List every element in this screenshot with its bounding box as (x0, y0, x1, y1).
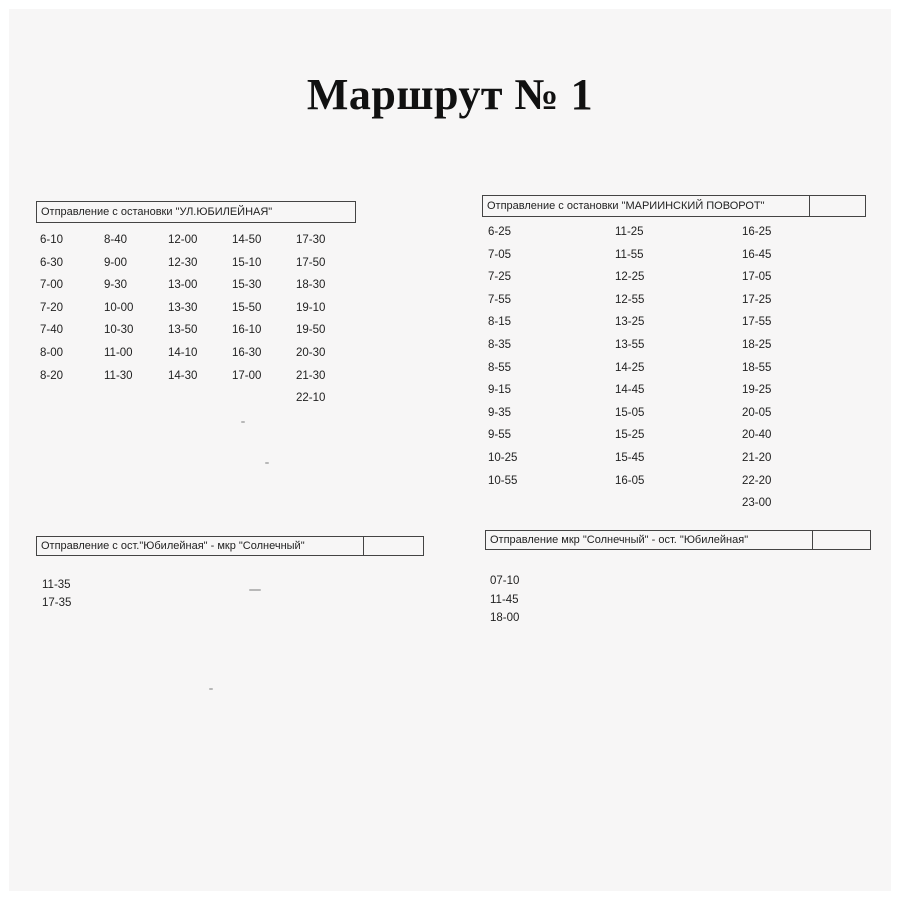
departure-time: 11-55 (615, 248, 644, 261)
departure-time: 14-25 (615, 361, 645, 374)
departure-time: 7-25 (488, 271, 512, 284)
departure-time: 17-50 (296, 256, 326, 269)
departure-time: 15-05 (615, 406, 645, 419)
departure-time: 10-25 (488, 451, 518, 464)
departure-time: 16-45 (742, 248, 772, 261)
departure-time: 8-35 (488, 338, 512, 351)
times-grid (36, 229, 360, 410)
departure-time: 7-55 (488, 293, 512, 306)
departure-time: 20-40 (742, 429, 772, 442)
departure-time: 11-25 (615, 226, 644, 238)
schedule-mariinsky-povorot (482, 195, 869, 515)
departure-time: 12-30 (168, 256, 198, 269)
schedule-page (9, 9, 891, 891)
schedule-solnechny-yubileynaya (485, 530, 871, 628)
page-title: Маршрут № 1 (306, 70, 594, 119)
time-column (488, 221, 615, 515)
departure-time: 18-00 (490, 612, 520, 624)
departure-time: 6-10 (40, 234, 64, 246)
departure-time: 6-25 (488, 226, 512, 238)
time-column (485, 572, 519, 628)
departure-time: 13-30 (168, 301, 198, 314)
departure-time: 13-50 (168, 324, 198, 337)
departure-time: 8-55 (488, 361, 512, 374)
departure-time: 13-25 (615, 316, 645, 329)
departure-time: 7-00 (40, 279, 64, 292)
departure-time: 8-15 (488, 316, 512, 329)
departure-time: 14-45 (615, 384, 645, 397)
departure-time: 14-30 (168, 369, 198, 382)
departure-time: 19-10 (296, 301, 326, 314)
scan-speck (241, 421, 245, 423)
schedule-ulitsa-yubileynaya (36, 201, 360, 410)
scan-speck (209, 688, 213, 690)
time-column (40, 229, 104, 410)
departure-time: 19-25 (742, 384, 772, 397)
departure-time: 7-05 (488, 248, 512, 261)
departure-time: 17-55 (742, 316, 772, 329)
header-empty-cell (812, 531, 870, 549)
departure-time: 10-55 (488, 474, 518, 487)
scan-speck (249, 589, 261, 591)
departure-time: 16-05 (615, 474, 645, 487)
departure-time: 21-30 (296, 369, 326, 382)
departure-time: 12-00 (168, 234, 198, 246)
departure-time: 8-20 (40, 369, 64, 382)
departure-time: 11-00 (104, 346, 133, 359)
departure-time: 9-55 (488, 429, 512, 442)
section-header (482, 195, 866, 217)
departure-time: 16-10 (232, 324, 262, 337)
departure-time: 20-30 (296, 346, 326, 359)
section-header-text: Отправление с остановки "УЛ.ЮБИЛЕЙНАЯ" (41, 206, 273, 218)
section-header-text: Отправление мкр "Солнечный" - ост. "Юбилейная" (490, 534, 749, 546)
departure-time: 07-10 (490, 575, 520, 587)
departure-time: 23-00 (742, 497, 772, 510)
time-column (615, 221, 742, 515)
departure-time: 18-55 (742, 361, 772, 374)
time-column (232, 229, 296, 410)
departure-time: 17-35 (42, 597, 72, 609)
section-header (36, 536, 424, 556)
schedule-yubileynaya-solnechny (36, 536, 424, 612)
departure-time: 8-40 (104, 234, 128, 246)
departure-time: 14-50 (232, 234, 262, 246)
section-header-text: Отправление с ост."Юбилейная" - мкр "Солнечный" (41, 540, 305, 552)
section-header (485, 530, 871, 550)
departure-time: 20-05 (742, 406, 772, 419)
departure-time: 12-55 (615, 293, 645, 306)
departure-time: 18-30 (296, 279, 326, 292)
departure-time: 17-05 (742, 271, 772, 284)
departure-time: 15-50 (232, 301, 262, 314)
times-grid (485, 550, 871, 628)
times-grid (482, 221, 869, 515)
departure-time: 22-10 (296, 392, 326, 405)
departure-time: 11-30 (104, 369, 133, 382)
departure-time: 9-00 (104, 256, 128, 269)
departure-time: 12-25 (615, 271, 645, 284)
departure-time: 16-30 (232, 346, 262, 359)
departure-time: 19-50 (296, 324, 326, 337)
time-column (36, 576, 71, 612)
time-column (104, 229, 168, 410)
times-grid (36, 556, 424, 612)
departure-time: 15-45 (615, 451, 645, 464)
departure-time: 17-00 (232, 369, 262, 382)
time-column (742, 221, 869, 515)
departure-time: 17-25 (742, 293, 772, 306)
departure-time: 18-25 (742, 338, 772, 351)
departure-time: 14-10 (168, 346, 198, 359)
departure-time: 10-00 (104, 301, 134, 314)
time-column (168, 229, 232, 410)
departure-time: 9-30 (104, 279, 128, 292)
departure-time: 10-30 (104, 324, 134, 337)
departure-time: 8-00 (40, 346, 64, 359)
header-empty-cell (809, 196, 865, 216)
departure-time: 15-30 (232, 279, 262, 292)
departure-time: 11-45 (490, 593, 519, 606)
departure-time: 13-55 (615, 338, 645, 351)
departure-time: 15-25 (615, 429, 645, 442)
departure-time: 7-40 (40, 324, 64, 337)
departure-time: 13-00 (168, 279, 198, 292)
departure-time: 22-20 (742, 474, 772, 487)
time-column (296, 229, 360, 410)
section-header (36, 201, 356, 223)
departure-time: 9-15 (488, 384, 512, 397)
scan-speck (265, 462, 269, 464)
departure-time: 17-30 (296, 234, 326, 246)
section-header-text: Отправление с остановки "МАРИИНСКИЙ ПОВОРОТ" (487, 200, 765, 212)
departure-time: 7-20 (40, 301, 64, 314)
departure-time: 15-10 (232, 256, 262, 269)
departure-time: 9-35 (488, 406, 512, 419)
departure-time: 21-20 (742, 451, 772, 464)
departure-time: 16-25 (742, 226, 772, 238)
departure-time: 6-30 (40, 256, 64, 269)
departure-time: 11-35 (42, 579, 71, 591)
header-empty-cell (363, 537, 423, 555)
